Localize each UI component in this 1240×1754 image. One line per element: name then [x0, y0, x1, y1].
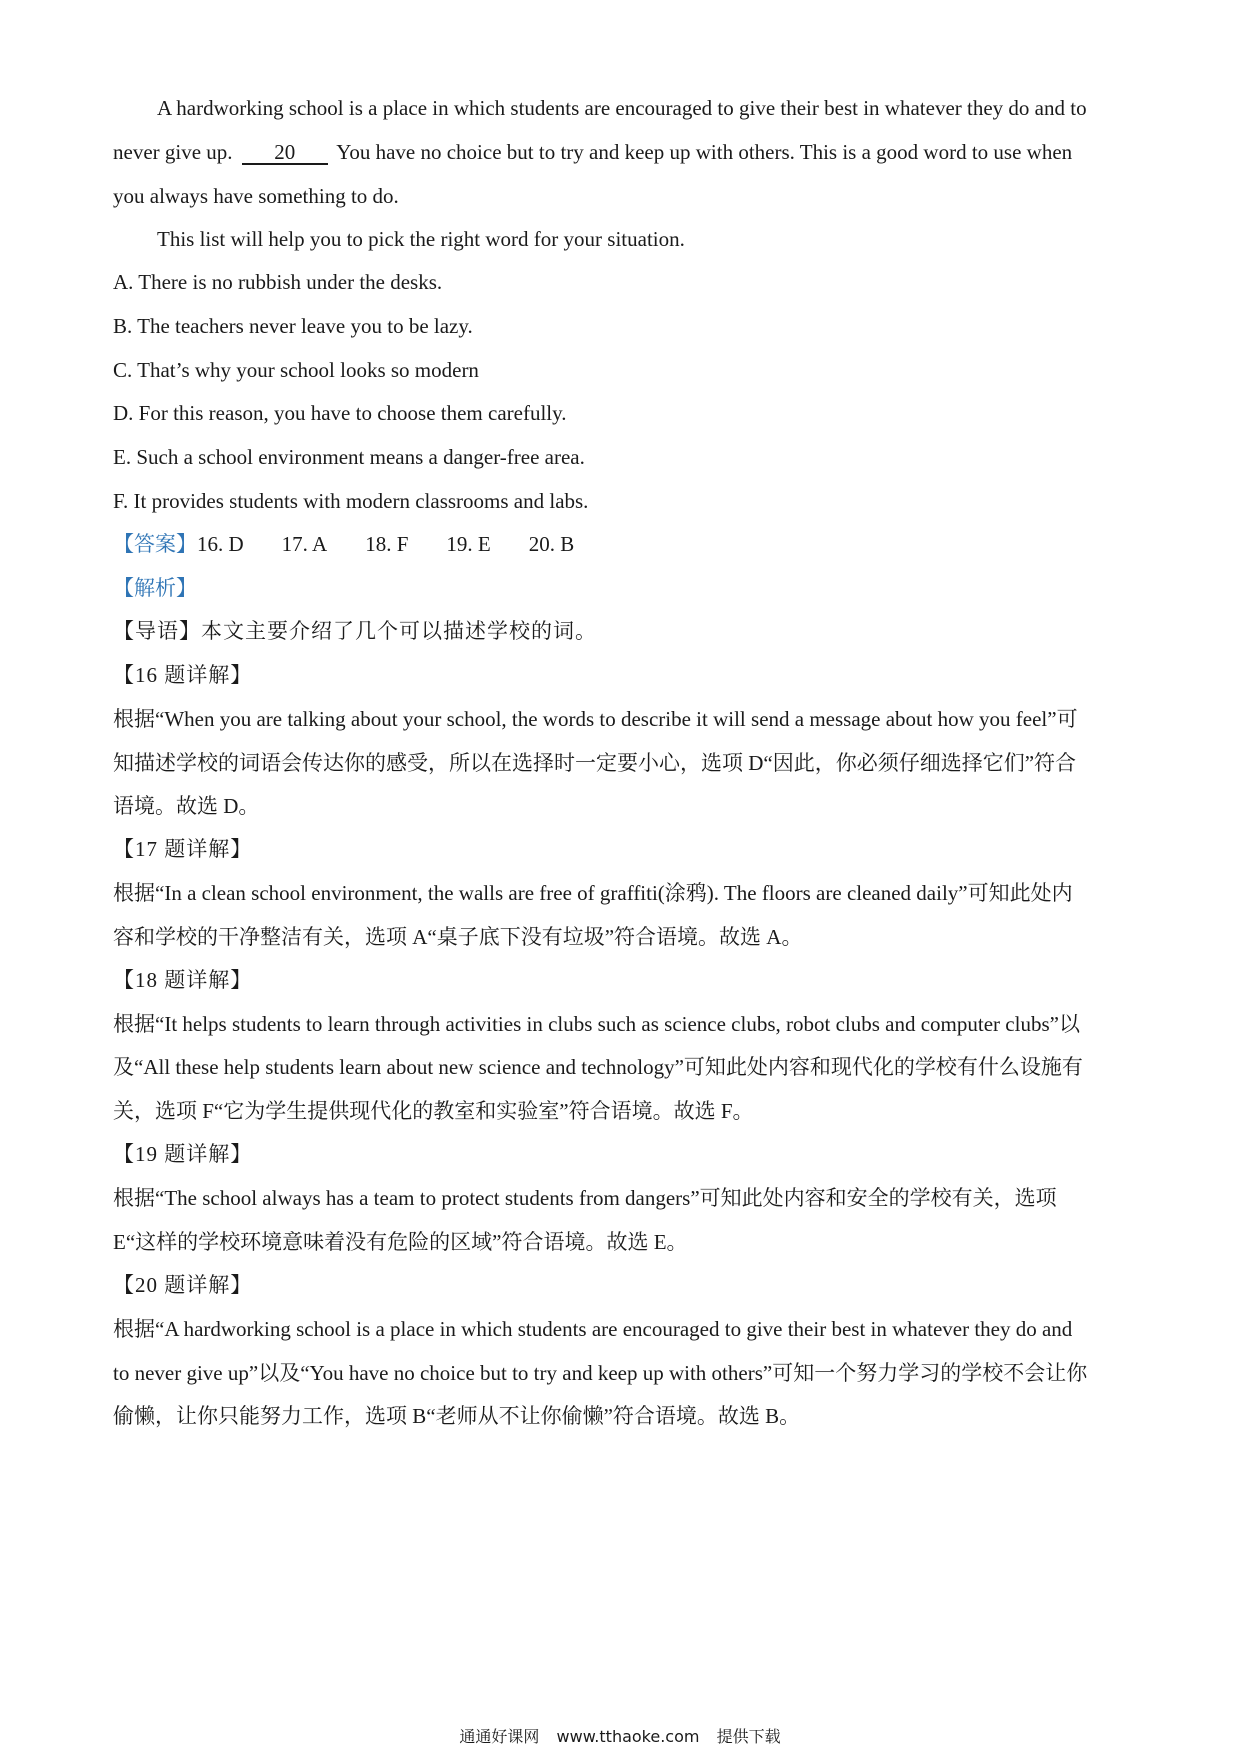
passage-text: You have no choice but to try and keep up with others. This is a good word to use when	[336, 140, 1073, 164]
q18-explanation-line: 根据“It helps students to learn through activities in clubs such as science clubs, robot clubs and computer clubs”以	[113, 1012, 1080, 1036]
q18-explanation-line: 及“All these help students learn about new science and technology”可知此处内容和现代化的学校有什么设施有	[113, 1055, 1083, 1079]
option-f: F. It provides students with modern classrooms and labs.	[113, 489, 589, 513]
option-b: B. The teachers never leave you to be lazy.	[113, 314, 473, 338]
option-c: C. That’s why your school looks so modern	[113, 358, 479, 382]
answer-item: 18. F	[365, 532, 409, 556]
q19-explanation-line: 根据“The school always has a team to protect students from dangers”可知此处内容和安全的学校有关，选项	[113, 1186, 1057, 1210]
q16-explanation-line: 根据“When you are talking about your school, the words to describe it will send a message about how you feel”可	[113, 707, 1078, 731]
answer-blank: 20	[242, 141, 328, 165]
answer-line	[113, 530, 612, 558]
option-d: D. For this reason, you have to choose them carefully.	[113, 401, 567, 425]
passage-line-with-blank	[113, 138, 1072, 166]
q16-heading: 【16 题详解】	[113, 663, 253, 687]
q19-explanation-line: E“这样的学校环境意味着没有危险的区域”符合语境。故选 E。	[113, 1230, 688, 1254]
q16-explanation-line: 语境。故选 D。	[113, 794, 260, 818]
footer-tail: 提供下载	[716, 1727, 781, 1746]
guide-text: 【导语】本文主要介绍了几个可以描述学校的词。	[113, 619, 597, 643]
answer-item: 20. B	[528, 532, 575, 556]
q19-heading: 【19 题详解】	[113, 1142, 253, 1166]
q18-explanation-line: 关，选项 F“它为学生提供现代化的教室和实验室”符合语境。故选 F。	[113, 1099, 754, 1123]
answer-item: 19. E	[446, 532, 491, 556]
passage-text: never give up.	[113, 140, 233, 164]
q17-explanation-line: 根据“In a clean school environment, the walls are free of graffiti(涂鸦). The floors are cleaned daily”可知此处内	[113, 881, 1073, 905]
analysis-label: 【解析】	[113, 576, 197, 600]
q20-heading: 【20 题详解】	[113, 1273, 253, 1297]
q20-explanation-line: to never give up”以及“You have no choice but to try and keep up with others”可知一个努力学习的学校不会让你	[113, 1361, 1088, 1385]
passage-line: you always have something to do.	[113, 184, 399, 208]
q17-heading: 【17 题详解】	[113, 837, 253, 861]
page-footer	[0, 1724, 1240, 1747]
q20-explanation-line: 偷懒，让你只能努力工作，选项 B“老师从不让你偷懒”符合语境。故选 B。	[113, 1404, 801, 1428]
answer-label: 【答案】	[113, 532, 197, 556]
q17-explanation-line: 容和学校的干净整洁有关，选项 A“桌子底下没有垃圾”符合语境。故选 A。	[113, 925, 803, 949]
passage-line: This list will help you to pick the right word for your situation.	[157, 227, 685, 251]
q18-heading: 【18 题详解】	[113, 968, 253, 992]
answer-item: 16. D	[197, 532, 244, 556]
footer-site-name: 通通好课网	[459, 1727, 540, 1746]
answer-item: 17. A	[281, 532, 328, 556]
passage-line: A hardworking school is a place in which students are encouraged to give their best in whatever they do and to	[157, 96, 1087, 120]
q20-explanation-line: 根据“A hardworking school is a place in which students are encouraged to give their best in whatever they do and	[113, 1317, 1073, 1341]
q16-explanation-line: 知描述学校的词语会传达你的感受，所以在选择时一定要小心，选项 D“因此，你必须仔细选择它们”符合	[113, 751, 1077, 775]
option-e: E. Such a school environment means a danger-free area.	[113, 445, 585, 469]
footer-url[interactable]: www.tthaoke.com	[556, 1727, 700, 1746]
option-a: A. There is no rubbish under the desks.	[113, 270, 443, 294]
